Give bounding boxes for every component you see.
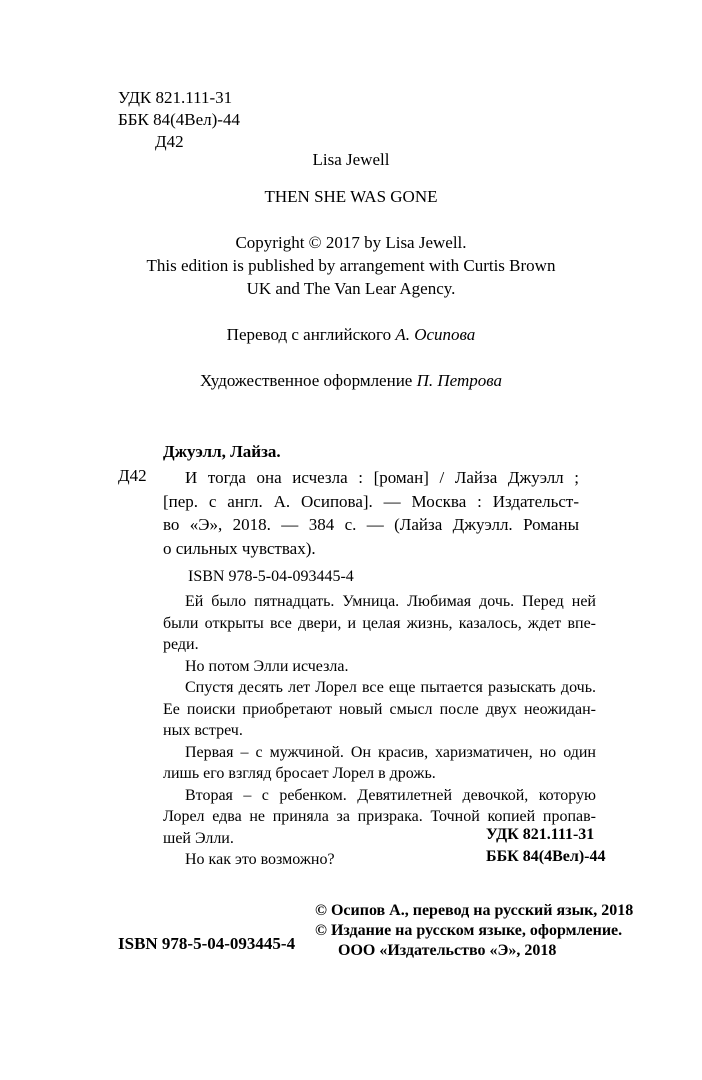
copyright-line-1: Copyright © 2017 by Lisa Jewell.: [235, 233, 467, 252]
ru-copyright-line-2: © Издание на русском языке, оформление.: [315, 922, 623, 939]
bib-description: [163, 466, 579, 560]
bib-author-mark: Д42: [118, 466, 147, 485]
bib-line: о сильных чувствах).: [163, 538, 316, 558]
copyright-line-2: This edition is published by arrangement with Curtis Brown: [146, 256, 556, 275]
translator-name: А. Осипова: [395, 325, 476, 344]
annotation-line: реди.: [163, 636, 199, 653]
annotation-line: Вторая – с ребенком. Девятилетней девочкой, которую: [185, 786, 596, 804]
annotation-line: Ее поиски приобретают новый смысл после двух неожидан-: [163, 700, 596, 718]
annotation-line: Первая – с мужчиной. Он красив, харизматичен, но один: [185, 743, 596, 761]
isbn-bottom: ISBN 978-5-04-093445-4: [118, 934, 296, 953]
bib-line: [пер. с англ. А. Осипова]. — Москва : Издательст-: [163, 491, 579, 511]
annotation-line: были открыты все двери, и целая жизнь, казалось, ждет впе-: [163, 614, 596, 632]
udk-code-bottom: УДК 821.111-31: [486, 826, 595, 843]
annotation-line: Спустя десять лет Лорел все еще пытается разыскать дочь.: [185, 679, 596, 696]
bib-line: во «Э», 2018. — 384 с. — (Лайза Джуэлл. Романы: [163, 515, 579, 534]
annotation-line: лишь его взгляд бросает Лорел в дрожь.: [163, 765, 436, 782]
original-title: THEN SHE WAS GONE: [264, 187, 438, 206]
annotation-line: ных встреч.: [163, 722, 243, 739]
translation-credit: [0, 325, 702, 345]
annotation-line: Но потом Элли исчезла.: [185, 657, 349, 675]
author-mark-top: Д42: [155, 132, 184, 151]
art-credit: [0, 371, 702, 391]
annotation-line: Лорел едва не приняла за призрака. Точной копией пропав-: [163, 808, 596, 825]
art-prefix: Художественное оформление: [199, 371, 417, 390]
annotation-line: Но как это возможно?: [185, 851, 335, 868]
bib-heading: Джуэлл, Лайза.: [163, 442, 281, 461]
bbk-code-top: ББК 84(4Вел)-44: [118, 110, 240, 129]
annotation-line: Ей было пятнадцать. Умница. Любимая дочь. Перед ней: [185, 593, 596, 610]
bbk-code-bottom: ББК 84(4Вел)-44: [486, 848, 606, 865]
ru-copyright-line-3: ООО «Издательство «Э», 2018: [338, 942, 557, 959]
translation-prefix: Перевод с английского: [226, 325, 396, 344]
copyright-line-3: UK and The Van Lear Agency.: [246, 279, 456, 298]
udk-code-top: УДК 821.111-31: [118, 88, 233, 107]
bib-line: И тогда она исчезла : [роман] / Лайза Джуэлл ;: [185, 468, 579, 487]
bib-isbn: ISBN 978-5-04-093445-4: [188, 568, 354, 585]
ru-copyright-line-1: © Осипов А., перевод на русский язык, 2018: [315, 902, 634, 919]
original-author: Lisa Jewell: [312, 150, 390, 169]
artist-name: П. Петрова: [416, 371, 503, 390]
annotation-line: шей Элли.: [163, 829, 234, 847]
